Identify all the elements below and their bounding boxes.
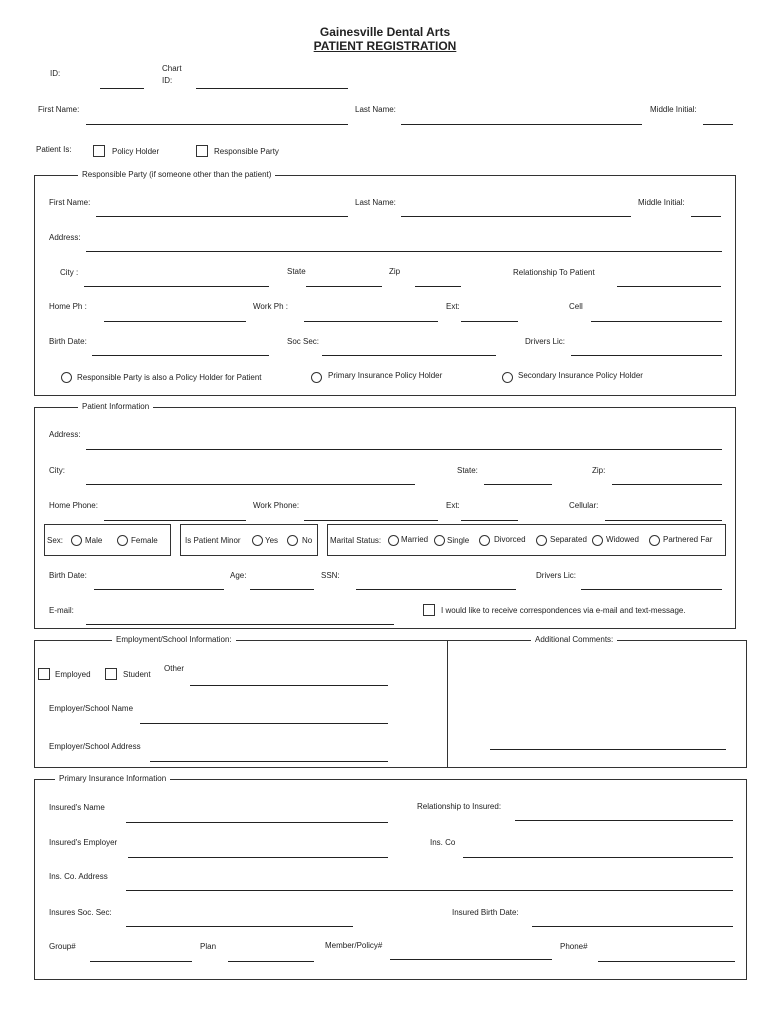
- rp-middle-initial-label: Middle Initial:: [638, 198, 685, 207]
- marital-divorced-label: Divorced: [494, 535, 526, 544]
- chart-id-field[interactable]: [196, 88, 348, 89]
- middle-initial-label: Middle Initial:: [650, 105, 697, 114]
- pt-ssn-field[interactable]: [356, 589, 516, 590]
- pt-home-phone-field[interactable]: [104, 520, 246, 521]
- employer-name-label: Employer/School Name: [49, 704, 134, 713]
- employer-address-label: Employer/School Address: [49, 742, 141, 751]
- rp-policy-holder-radio-label: Responsible Party is also a Policy Holder for Patient: [77, 373, 262, 382]
- marital-divorced-radio[interactable]: [479, 535, 490, 546]
- relationship-insured-field[interactable]: [515, 820, 733, 821]
- pt-cellular-field[interactable]: [605, 520, 722, 521]
- pt-birth-date-field[interactable]: [94, 589, 224, 590]
- rp-work-ph-field[interactable]: [304, 321, 438, 322]
- patient-info-section: [34, 407, 736, 629]
- chart-id-label-1: Chart: [162, 64, 182, 73]
- rp-drivers-lic-field[interactable]: [571, 355, 722, 356]
- ins-co-label: Ins. Co: [430, 838, 456, 847]
- rp-ext-label: Ext:: [446, 302, 460, 311]
- minor-yes-label: Yes: [265, 536, 279, 545]
- pt-email-label: E-mail:: [49, 606, 74, 615]
- insurance-section: [34, 779, 747, 980]
- last-name-field[interactable]: [401, 124, 642, 125]
- other-label: Other: [164, 664, 185, 673]
- minor-no-label: No: [302, 536, 313, 545]
- first-name-label: First Name:: [38, 105, 80, 114]
- rp-work-ph-label: Work Ph :: [253, 302, 288, 311]
- form-title: PATIENT REGISTRATION: [313, 39, 457, 53]
- sex-male-label: Male: [85, 536, 103, 545]
- rp-address-label: Address:: [49, 233, 81, 242]
- pt-address-field[interactable]: [86, 449, 722, 450]
- rp-soc-sec-field[interactable]: [322, 355, 496, 356]
- pt-age-label: Age:: [230, 571, 247, 580]
- insured-birth-date-field[interactable]: [532, 926, 733, 927]
- plan-field[interactable]: [228, 961, 314, 962]
- pt-drivers-lic-field[interactable]: [581, 589, 722, 590]
- rp-ext-field[interactable]: [461, 321, 518, 322]
- rp-home-ph-label: Home Ph :: [49, 302, 87, 311]
- rp-zip-label: Zip: [389, 267, 401, 276]
- relationship-insured-label: Relationship to Insured:: [417, 802, 502, 811]
- rp-relationship-field[interactable]: [617, 286, 721, 287]
- rp-home-ph-field[interactable]: [104, 321, 246, 322]
- responsible-party-legend: Responsible Party (if someone other than the patient): [78, 170, 275, 180]
- marital-partnered-radio[interactable]: [649, 535, 660, 546]
- minor-no-radio[interactable]: [287, 535, 298, 546]
- pt-work-phone-field[interactable]: [304, 520, 438, 521]
- pt-work-phone-label: Work Phone:: [253, 501, 300, 510]
- pt-state-field[interactable]: [484, 484, 552, 485]
- sex-male-radio[interactable]: [71, 535, 82, 546]
- rp-primary-radio[interactable]: [311, 372, 322, 383]
- first-name-field[interactable]: [86, 124, 348, 125]
- pt-zip-field[interactable]: [612, 484, 722, 485]
- insured-soc-sec-field[interactable]: [126, 926, 353, 927]
- rp-zip-field[interactable]: [415, 286, 461, 287]
- employment-legend: Employment/School Information:: [112, 635, 236, 645]
- pt-city-field[interactable]: [86, 484, 415, 485]
- rp-drivers-lic-label: Drivers Lic:: [525, 337, 566, 346]
- sex-female-label: Female: [131, 536, 158, 545]
- rp-cell-label: Cell: [569, 302, 583, 311]
- rp-city-label: City :: [60, 268, 79, 277]
- student-checkbox[interactable]: [105, 668, 117, 680]
- minor-yes-radio[interactable]: [252, 535, 263, 546]
- insured-employer-label: Insured's Employer: [49, 838, 118, 847]
- other-field[interactable]: [190, 685, 388, 686]
- id-label: ID:: [50, 69, 61, 78]
- pt-email-field[interactable]: [86, 624, 394, 625]
- id-field[interactable]: [100, 88, 144, 89]
- practice-name: Gainesville Dental Arts: [319, 25, 451, 39]
- rp-state-label: State: [287, 267, 306, 276]
- rp-policy-holder-radio[interactable]: [61, 372, 72, 383]
- pt-state-label: State:: [457, 466, 478, 475]
- rp-middle-initial-field[interactable]: [691, 216, 721, 217]
- pt-home-phone-label: Home Phone:: [49, 501, 98, 510]
- comments-field[interactable]: [490, 749, 726, 750]
- pt-birth-date-label: Birth Date:: [49, 571, 87, 580]
- marital-partnered-label: Partnered Far: [663, 535, 713, 544]
- rp-city-field[interactable]: [84, 286, 269, 287]
- consent-checkbox[interactable]: [423, 604, 435, 616]
- rp-state-field[interactable]: [306, 286, 382, 287]
- insured-birth-date-label: Insured Birth Date:: [452, 908, 519, 917]
- marital-widowed-radio[interactable]: [592, 535, 603, 546]
- responsible-party-checkbox[interactable]: [196, 145, 208, 157]
- insured-soc-sec-label: Insures Soc. Sec:: [49, 908, 112, 917]
- rp-first-name-field[interactable]: [96, 216, 348, 217]
- phone-field[interactable]: [598, 961, 735, 962]
- marital-married-label: Married: [401, 535, 429, 544]
- pt-city-label: City:: [49, 466, 65, 475]
- ins-address-field[interactable]: [126, 890, 733, 891]
- pt-age-field[interactable]: [250, 589, 314, 590]
- rp-primary-radio-label: Primary Insurance Policy Holder: [328, 371, 443, 380]
- rp-soc-sec-label: Soc Sec:: [287, 337, 320, 346]
- pt-drivers-lic-label: Drivers Lic:: [536, 571, 577, 580]
- insured-employer-field[interactable]: [128, 857, 388, 858]
- pt-ext-label: Ext:: [446, 501, 460, 510]
- patient-is-label: Patient Is:: [36, 145, 72, 154]
- group-label: Group#: [49, 942, 76, 951]
- insured-name-label: Insured's Name: [49, 803, 105, 812]
- group-field[interactable]: [90, 961, 192, 962]
- rp-last-name-field[interactable]: [401, 216, 631, 217]
- minor-label: Is Patient Minor: [185, 536, 241, 545]
- rp-birth-date-label: Birth Date:: [49, 337, 87, 346]
- employer-name-field[interactable]: [140, 723, 388, 724]
- employed-label: Employed: [55, 670, 91, 679]
- student-label: Student: [123, 670, 151, 679]
- insured-name-field[interactable]: [126, 822, 388, 823]
- consent-label: I would like to receive correspondences via e-mail and text-message.: [441, 606, 686, 615]
- insurance-legend: Primary Insurance Information: [55, 774, 170, 784]
- rp-birth-date-field[interactable]: [92, 355, 269, 356]
- policy-holder-label: Policy Holder: [112, 147, 160, 156]
- marital-widowed-label: Widowed: [606, 535, 639, 544]
- rp-cell-field[interactable]: [591, 321, 722, 322]
- employed-checkbox[interactable]: [38, 668, 50, 680]
- comments-legend: Additional Comments:: [531, 635, 617, 645]
- rp-first-name-label: First Name:: [49, 198, 91, 207]
- pt-cellular-label: Cellular:: [569, 501, 599, 510]
- marital-separated-radio[interactable]: [536, 535, 547, 546]
- sex-female-radio[interactable]: [117, 535, 128, 546]
- patient-info-legend: Patient Information: [78, 402, 153, 412]
- phone-label: Phone#: [560, 942, 588, 951]
- marital-single-radio[interactable]: [434, 535, 445, 546]
- responsible-party-label: Responsible Party: [214, 147, 279, 156]
- plan-label: Plan: [200, 942, 217, 951]
- rp-secondary-radio-label: Secondary Insurance Policy Holder: [518, 371, 643, 380]
- pt-ext-field[interactable]: [461, 520, 518, 521]
- ins-address-label: Ins. Co. Address: [49, 872, 108, 881]
- ins-co-field[interactable]: [463, 857, 733, 858]
- member-policy-label: Member/Policy#: [325, 941, 383, 950]
- member-policy-field[interactable]: [390, 959, 552, 960]
- last-name-label: Last Name:: [355, 105, 396, 114]
- marital-married-radio[interactable]: [388, 535, 399, 546]
- chart-id-label-2: ID:: [162, 76, 173, 85]
- rp-address-field[interactable]: [86, 251, 722, 252]
- employer-address-field[interactable]: [150, 761, 388, 762]
- pt-ssn-label: SSN:: [321, 571, 340, 580]
- pt-address-label: Address:: [49, 430, 81, 439]
- sex-label: Sex:: [47, 536, 64, 545]
- policy-holder-checkbox[interactable]: [93, 145, 105, 157]
- pt-zip-label: Zip:: [592, 466, 606, 475]
- middle-initial-field[interactable]: [703, 124, 733, 125]
- rp-secondary-radio[interactable]: [502, 372, 513, 383]
- rp-last-name-label: Last Name:: [355, 198, 396, 207]
- marital-separated-label: Separated: [550, 535, 587, 544]
- marital-single-label: Single: [447, 536, 470, 545]
- rp-relationship-label: Relationship To Patient: [513, 268, 595, 277]
- marital-label: Marital Status:: [330, 536, 382, 545]
